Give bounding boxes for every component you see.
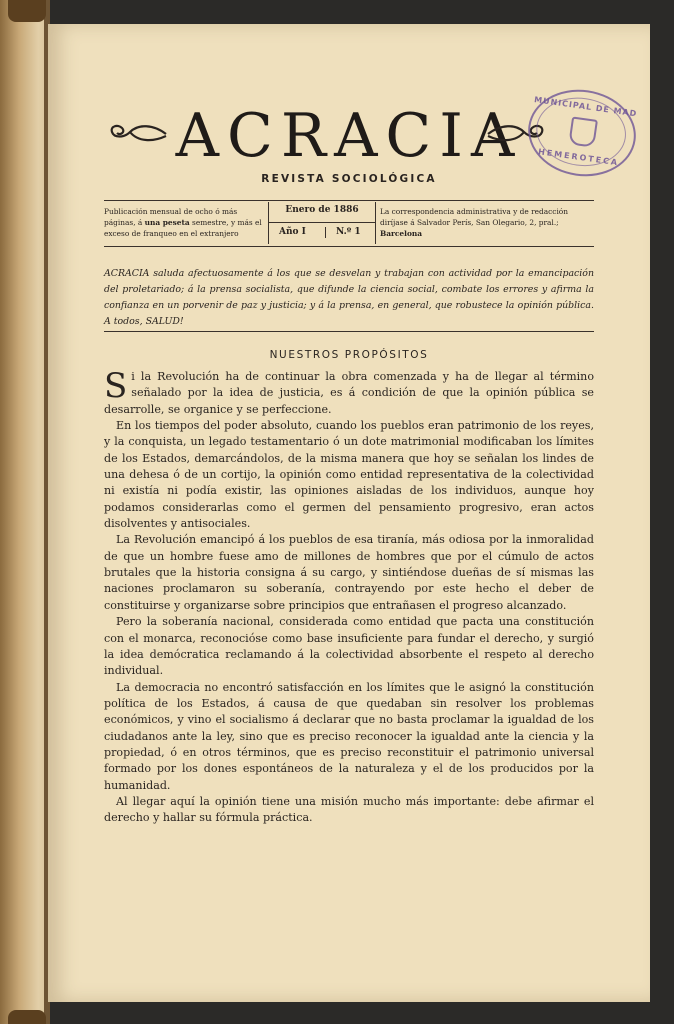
- stamp-bottom-text: HEMEROTECA: [537, 147, 620, 168]
- subscription-price: una peseta: [144, 218, 190, 227]
- article-paragraph: La Revolución emancipó á los pueblos de esa tiranía, más odiosa por la inmoralidad de que un hombre fuese amo de millones de hombres que por el cúmulo de actos brutales que la historia consigna á su cargo, y sintiéndose dueñas de sí mismas las naciones proclamaron su soberanía, contrayendo por este hecho el deber de constituirse y organizarse sobre principios que entrañasen el progreso alcanzado.: [104, 533, 594, 612]
- issue-date: Enero de 1886: [285, 205, 359, 215]
- subscription-info: [104, 206, 262, 239]
- issue-year: Año I: [279, 227, 306, 237]
- binding-top: [8, 0, 46, 22]
- info-bottom-rule: [104, 246, 594, 247]
- subscription-info-text-a: Publicación mensual de ocho ó más páginas, á: [104, 207, 238, 227]
- article-paragraph: Al llegar aquí la opinión tiene una misión mucho más importante: debe afirmar el derecho y hallar su fórmula práctica.: [104, 794, 594, 825]
- article-paragraph: En los tiempos del poder absoluto, cuando los pueblos eran patrimonio de los reyes, y la conquista, un legado testamentario ó un dote matrimonial modificaban los límites de los Estados, demarcándolos, de la misma manera que hoy se señalan los lindes de una dehesa ó de un cortijo, la opinión como entidad representativa de la colectividad ni existía ni podía existir, las opiniones aisladas de los individuos, aunque hoy podamos considerarlas como el germen del pensamiento progresivo, eran actos disolventes y antisociales.: [104, 419, 594, 531]
- drop-cap: S: [104, 366, 128, 406]
- article-heading: NUESTROS PROPÓSITOS: [269, 349, 429, 361]
- binding-bottom: [8, 1010, 46, 1024]
- publication-info-box: [104, 202, 594, 244]
- correspondence-info: [380, 206, 594, 239]
- greeting-paragraph: ACRACIA saluda afectuosamente á los que se desvelan y trabajan con actividad por la emancipación del proletariado; á la prensa socialista, que difunde la ciencia social, combate los errores y afirma la confianza en un porvenir de paz y justicia; y á la prensa, en general, que robustece la opinión pública. A todos, SALUD!: [104, 268, 594, 327]
- library-stamp: [523, 83, 642, 183]
- article-body: [104, 366, 594, 827]
- article-paragraph: [104, 366, 594, 418]
- correspondence-city: Barcelona: [380, 229, 423, 238]
- issue-info: [268, 202, 376, 244]
- subscription-info-text-b: semestre, y más el exceso de franqueo en el extranjero: [104, 218, 262, 238]
- stamp-top-text: MUNICIPAL DE MAD: [533, 95, 638, 119]
- article-paragraph: La democracia no encontró satisfacción en los límites que le asignó la constitución política de los Estados, á causa de que quedaban sin resolver los problemas económicos, y vino el socialismo á declarar que no basta proclamar la igualdad de los ciudadanos ante la ley, sino que es preciso reconocer la igualdad ante la ciencia y la propiedad, ó en otros términos, que es preciso reconstituir el patrimonio universal formado por los dones espontáneos de la naturaleza y el de los producidos por la humanidad.: [104, 680, 594, 792]
- issue-divider: [269, 222, 375, 223]
- article-paragraph: Pero la soberanía nacional, considerada como entidad que pacta una constitución con el monarca, reconocióse como base insuficiente para fundar el derecho, y surgió la idea demócratica reclamando á la colectividad absorbente el respeto al derecho individual.: [104, 615, 594, 678]
- book-spine: [0, 0, 48, 1024]
- journal-page: [48, 24, 650, 1002]
- masthead-title: ACRACIA: [175, 101, 523, 171]
- masthead-subtitle: REVISTA SOCIOLÓGICA: [261, 173, 437, 185]
- correspondence-info-text: La correspondencia administrativa y de redacción diríjase á Salvador Perís, San Olegario, 2, pral.;: [380, 207, 569, 227]
- issue-number: N.º 1: [325, 227, 361, 238]
- article-paragraph-text: i la Revolución ha de continuar la obra comenzada y ha de llegar al término señalado por la idea de justicia, es á condición de que la opinión pública se desarrolle, se organice y se perfeccione.: [104, 370, 594, 416]
- greeting-rule: [104, 331, 594, 332]
- info-top-rule: [104, 200, 594, 201]
